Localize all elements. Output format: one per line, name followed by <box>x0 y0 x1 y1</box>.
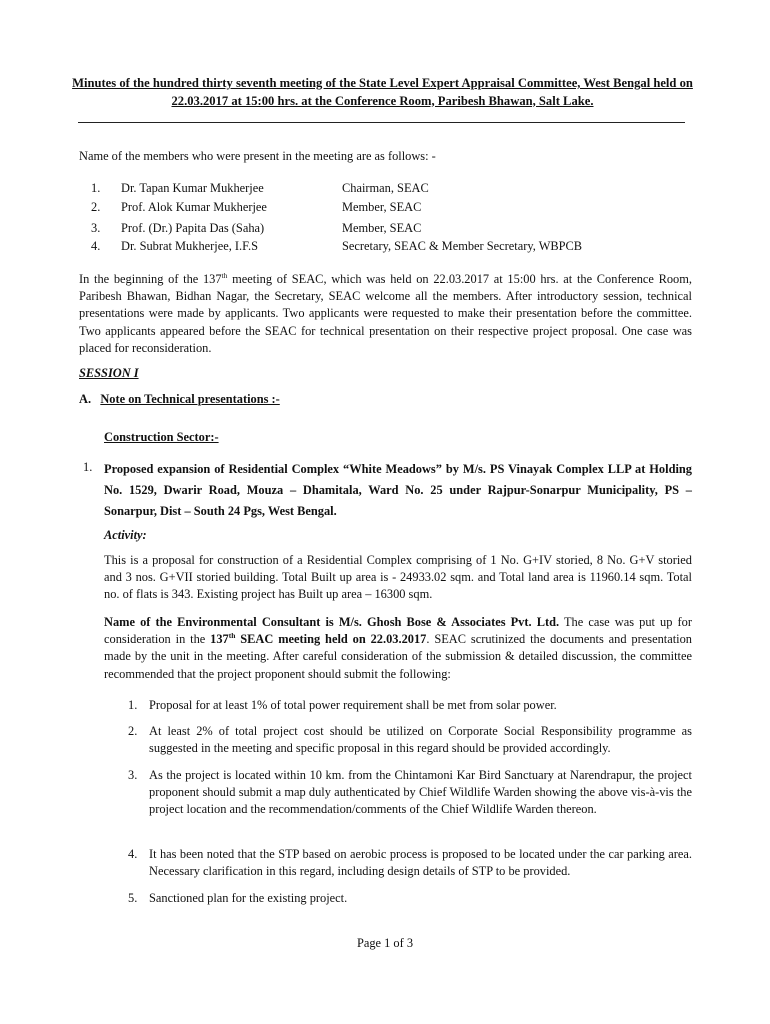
item-number: 1. <box>83 460 93 474</box>
ordinal-suffix: th <box>221 270 228 280</box>
activity-text: This is a proposal for construction of a Residential Complex comprising of 1 No. G+IV storied, 8 No. G+V storied and 3 nos. G+VII storied building. Total Built up area is - 24933.02 sqm. and Total land area is 11960.14 sqm. Total no. of flats is 343. Existing project has Built up area – 16300 sqm. <box>104 553 692 602</box>
consultant-paragraph <box>104 614 692 683</box>
list-item-text: Proposal for at least 1% of total power requirement shall be met from solar power. <box>149 698 557 712</box>
opening-text-rest: meeting of SEAC, which was held on 22.03.2017 at 15:00 hrs. at the Conference Room, Paribesh Bhawan, Bidhan Nagar, the Secretary, SEAC welcome all the members. After introductory session, technical presentations were made by applicants. Two applicants were requested to make their presentation before the committee. Two applicants appeared before the SEAC for technical presentation on their respective project proposal. One case was placed for reconsideration. <box>79 272 692 355</box>
consultant-text: The case was put up for consideration in the <box>104 615 692 647</box>
item-title: Proposed expansion of Residential Complex “White Meadows” by M/s. PS Vinayak Complex LLP at Holding No. 1529, Dwarir Road, Mouza – Dhamitala, Ward No. 25 under Rajpur-Sonarpur Municipality, PS – Sonarpur, Dist – South 24 Pgs, West Bengal. <box>104 462 692 518</box>
member-row <box>79 180 699 198</box>
list-item-text: At least 2% of total project cost should be utilized on Corporate Social Responsibility programme as suggested in the meeting and specific proposal in this regard should be provided accordingly. <box>149 724 692 756</box>
document-title: Minutes of the hundred thirty seventh meeting of the State Level Expert Appraisal Committee, West Bengal held on 22.03.2017 at 15:00 hrs. at the Conference Room, Paribesh Bhawan, Salt Lake. <box>72 76 693 108</box>
member-number: 2. <box>91 200 101 214</box>
title-divider <box>78 122 685 123</box>
meeting-reference <box>210 632 426 646</box>
list-item-text: Sanctioned plan for the existing project. <box>149 891 348 905</box>
member-name: Dr. Tapan Kumar Mukherjee <box>121 181 264 195</box>
list-item-number: 2. <box>128 724 138 738</box>
member-name: Dr. Subrat Mukherjee, I.F.S <box>121 239 259 253</box>
sector-heading: Construction Sector:- <box>104 430 219 444</box>
list-item-number: 3. <box>128 768 138 782</box>
section-a-heading <box>79 391 280 408</box>
list-item-number: 1. <box>128 698 138 712</box>
member-number: 3. <box>91 221 101 235</box>
section-letter: A. <box>79 392 92 406</box>
opening-text-start: In the beginning of the 137 <box>79 272 222 286</box>
list-item-text: As the project is located within 10 km. from the Chintamoni Kar Bird Sanctuary at Narendrapur, the project proponent should submit a map duly authenticated by Chief Wildlife Warden showing the above vis-à-vis the project location and the recommendation/comments of the Chief Wildlife Warden thereon. <box>149 768 692 817</box>
section-label: Note on Technical presentations :- <box>100 392 280 406</box>
meeting-date-text: SEAC meeting held on 22.03.2017 <box>235 632 427 647</box>
member-role: Secretary, SEAC & Member Secretary, WBPCB <box>342 239 583 253</box>
member-number: 4. <box>91 239 101 253</box>
activity-label: Activity: <box>104 528 147 542</box>
member-number: 1. <box>91 181 101 195</box>
member-role: Member, SEAC <box>342 200 422 214</box>
opening-paragraph <box>79 271 692 357</box>
member-row <box>79 199 699 217</box>
member-role: Member, SEAC <box>342 221 422 235</box>
member-name: Prof. (Dr.) Papita Das (Saha) <box>121 221 265 235</box>
list-item-number: 5. <box>128 891 138 905</box>
member-row <box>79 238 699 256</box>
page-number: Page 1 of 3 <box>356 936 414 950</box>
consultant-text-end: . SEAC scrutinized the documents and presentation made by the unit in the meeting. After careful consideration of the submission & detailed discussion, the committee recommended that the project proponent should submit the following: <box>104 632 692 681</box>
meeting-number: 137 <box>210 632 229 647</box>
member-role: Chairman, SEAC <box>342 181 429 195</box>
member-name: Prof. Alok Kumar Mukherjee <box>121 200 267 214</box>
list-item-number: 4. <box>128 847 138 861</box>
ordinal-suffix: th <box>228 631 236 641</box>
member-row <box>79 220 699 238</box>
consultant-name: Name of the Environmental Consultant is M/s. Ghosh Bose & Associates Pvt. Ltd. <box>104 615 560 629</box>
session-heading: SESSION I <box>79 366 139 380</box>
list-item-text: It has been noted that the STP based on aerobic process is proposed to be located under the car parking area. Necessary clarification in this regard, including design details of STP to be provided. <box>149 847 692 879</box>
members-intro: Name of the members who were present in the meeting are as follows: - <box>79 149 436 163</box>
